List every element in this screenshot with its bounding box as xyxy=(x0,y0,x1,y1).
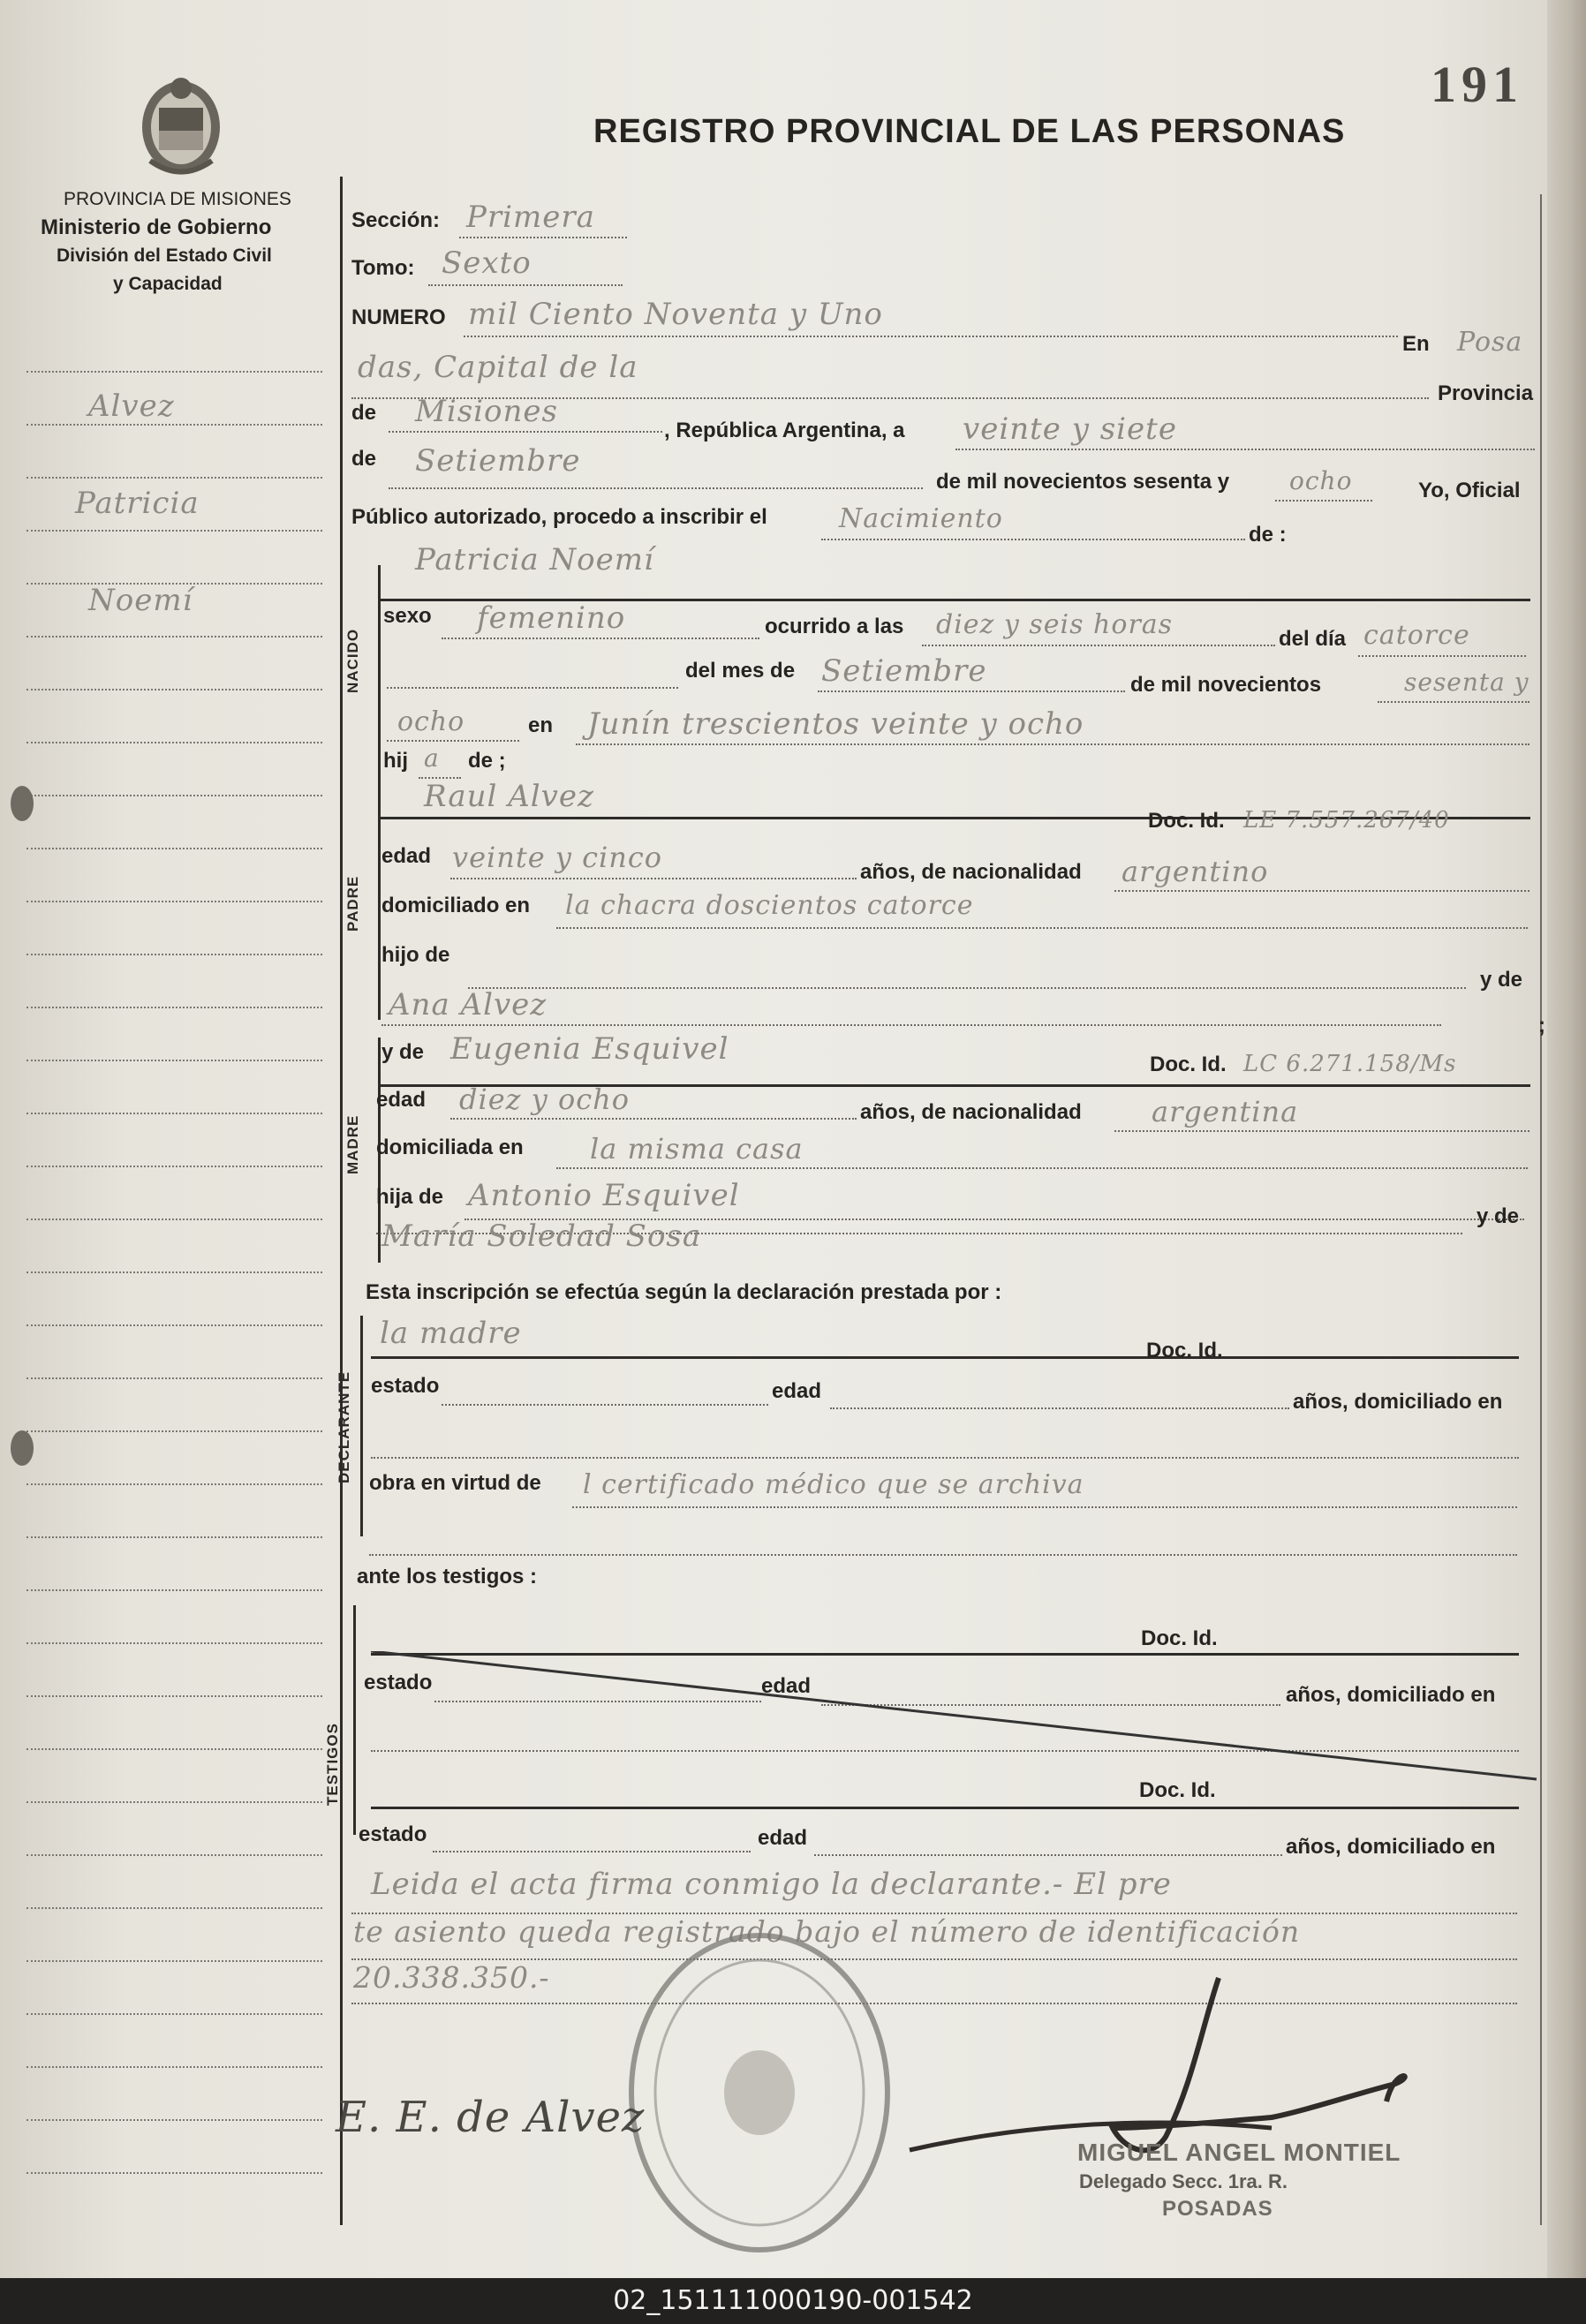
value-seccion: Primera xyxy=(466,200,595,235)
office-capacity: y Capacidad xyxy=(113,274,223,294)
page-edge xyxy=(1547,0,1586,2278)
value-padre-doc: LE 7.557.267/40 xyxy=(1243,807,1450,834)
label-declarante-doc: Doc. Id. xyxy=(1146,1339,1223,1362)
line-anio-nac-2 xyxy=(387,740,519,742)
padre-section-border xyxy=(378,799,381,1020)
declarante-signature: E. E. de Alvez xyxy=(336,2093,646,2142)
binding-hole xyxy=(11,1430,34,1466)
label-hij: hij xyxy=(383,749,408,773)
line-fecha-dia xyxy=(955,449,1535,450)
label-declarante-estado: estado xyxy=(371,1374,440,1398)
label-padre-nac: años, de nacionalidad xyxy=(860,860,1082,884)
line-anio xyxy=(1275,500,1372,502)
value-sexo: femenino xyxy=(477,600,626,636)
line-madre-nac xyxy=(1114,1130,1529,1132)
label-madre-edad: edad xyxy=(376,1088,427,1112)
line-numero xyxy=(464,336,1398,337)
label-de-mil-nov: de mil novecientos xyxy=(1130,673,1322,697)
official-seal-stamp xyxy=(623,1929,896,2256)
value-padre-edad: veinte y cinco xyxy=(452,841,663,874)
label-de4: de ; xyxy=(468,749,506,773)
label-de3: de : xyxy=(1249,523,1287,547)
label-numero: NUMERO xyxy=(351,306,446,329)
value-cierre-1: Leida el acta firma conmigo la declarante.- El pre xyxy=(371,1867,1172,1902)
value-padre-dom: la chacra doscientos catorce xyxy=(565,890,974,921)
label-obra: obra en virtud de xyxy=(369,1471,541,1495)
value-madre-doc: LC 6.271.158/Ms xyxy=(1243,1051,1457,1077)
label-de2: de xyxy=(351,447,377,471)
line-fecha-mes xyxy=(389,487,923,489)
label-testigo2-estado: estado xyxy=(359,1822,427,1846)
label-madre-doc: Doc. Id. xyxy=(1150,1053,1227,1076)
office-ministry: Ministerio de Gobierno xyxy=(41,215,272,239)
value-provincia: Misiones xyxy=(415,394,558,429)
label-de-mil: de mil novecientos sesenta y xyxy=(936,470,1230,494)
label-seccion: Sección: xyxy=(351,208,441,232)
value-fecha-dia: veinte y siete xyxy=(963,411,1177,447)
value-fecha-mes: Setiembre xyxy=(415,443,581,479)
margin-note-first-name: Patricia xyxy=(75,486,200,521)
value-numero: mil Ciento Noventa y Uno xyxy=(468,297,883,332)
value-abuela-paterna: Ana Alvez xyxy=(389,987,548,1022)
value-mes: Setiembre xyxy=(821,653,987,689)
label-testigo1-edad: edad xyxy=(761,1674,812,1698)
testigos-section-border xyxy=(353,1605,356,1835)
label-hija-de: hija de xyxy=(376,1185,444,1209)
office-province: PROVINCIA DE MISIONES xyxy=(64,189,291,209)
line-mes xyxy=(818,690,1125,692)
value-abuelo-materno: Antonio Esquivel xyxy=(468,1178,740,1213)
line-tomo xyxy=(428,284,623,286)
page-number: 191 xyxy=(1431,56,1523,113)
coat-of-arms-icon xyxy=(132,72,230,178)
form-left-border xyxy=(340,177,343,2225)
value-anio-nac-1: sesenta y xyxy=(1404,668,1529,697)
line-declarante-edad xyxy=(830,1407,1289,1409)
line-hijo-de xyxy=(468,987,1466,989)
label-declarante-anos: años, domiciliado en xyxy=(1293,1390,1503,1414)
label-esta-inscripcion: Esta inscripción se efectúa según la declaración prestada por : xyxy=(366,1280,1002,1304)
label-ante-testigos: ante los testigos : xyxy=(357,1565,538,1588)
value-anio: ocho xyxy=(1289,466,1353,495)
label-testigo1-anos: años, domiciliado en xyxy=(1286,1683,1496,1707)
label-testigo2-doc: Doc. Id. xyxy=(1139,1778,1216,1802)
line-mes-pre xyxy=(387,687,678,689)
value-en-line1: Posa xyxy=(1457,327,1523,358)
declarante-name-line xyxy=(371,1356,1519,1359)
label-provincia: Provincia xyxy=(1438,381,1534,405)
value-nombre: Patricia Noemí xyxy=(415,542,654,577)
value-acto: Nacimiento xyxy=(839,503,1003,534)
form-right-border xyxy=(1540,194,1542,2225)
value-tomo: Sexto xyxy=(442,245,532,281)
line-abuela xyxy=(381,1024,1441,1026)
value-madre-edad: diez y ocho xyxy=(459,1083,630,1116)
label-publico: Público autorizado, procedo a inscribir el xyxy=(351,505,767,529)
line-seccion xyxy=(459,237,627,238)
declarante-section-border xyxy=(360,1316,363,1536)
label-de: de xyxy=(351,401,377,425)
label-tomo: Tomo: xyxy=(351,256,415,280)
label-testigo2-edad: edad xyxy=(758,1826,808,1850)
value-cierre-3: 20.338.350.- xyxy=(353,1960,550,1995)
label-y-de2: y de xyxy=(381,1040,425,1064)
line-testigo2-edad xyxy=(814,1854,1282,1856)
line-hora xyxy=(922,645,1275,646)
value-dia: catorce xyxy=(1363,620,1470,651)
official-stamp-city: POSADAS xyxy=(1162,2197,1273,2221)
official-stamp-role: Delegado Secc. 1ra. R. xyxy=(1079,2170,1288,2192)
value-obra: l certificado médico que se archiva xyxy=(583,1469,1084,1500)
label-semicolon: ; xyxy=(1538,1014,1545,1038)
label-en2: en xyxy=(528,713,554,737)
line-testigo2-estado xyxy=(433,1851,751,1852)
value-lugar: Junín trescientos veinte y ocho xyxy=(587,706,1084,742)
line-lugar xyxy=(576,743,1529,745)
label-testigo2-anos: años, domiciliado en xyxy=(1286,1835,1496,1859)
official-stamp-name: MIGUEL ANGEL MONTIEL xyxy=(1077,2139,1401,2166)
label-del-mes: del mes de xyxy=(685,659,796,683)
value-padre-nombre: Raul Alvez xyxy=(424,779,594,814)
label-ocurrido: ocurrido a las xyxy=(765,615,904,638)
label-republica: , República Argentina, a xyxy=(664,419,905,442)
office-division: División del Estado Civil xyxy=(57,245,272,266)
label-del-dia: del día xyxy=(1279,627,1347,651)
value-abuela-materna: María Soledad Sosa xyxy=(381,1219,702,1254)
label-hijo-de: hijo de xyxy=(381,943,450,967)
label-padre-edad: edad xyxy=(381,844,432,868)
line-padre-nac xyxy=(1114,890,1529,892)
line-padre-dom xyxy=(556,927,1528,929)
label-y-de: y de xyxy=(1480,968,1523,992)
value-madre-nombre: Eugenia Esquivel xyxy=(450,1031,729,1067)
value-anio-nac-2: ocho xyxy=(397,706,465,737)
label-testigo1-doc: Doc. Id. xyxy=(1141,1626,1218,1650)
value-en-line2: das, Capital de la xyxy=(358,350,638,385)
line-obra-2 xyxy=(369,1554,1517,1556)
label-y-de3: y de xyxy=(1476,1204,1520,1228)
binding-hole xyxy=(11,786,34,821)
label-madre-dom: domiciliada en xyxy=(376,1136,524,1159)
label-padre-dom: domiciliado en xyxy=(381,894,531,917)
value-padre-nac: argentino xyxy=(1122,855,1269,888)
testigos-cancel-stroke xyxy=(371,1651,1545,1810)
line-declarante-dom xyxy=(371,1457,1519,1459)
label-yo-oficial: Yo, Oficial xyxy=(1418,479,1521,502)
line-provincia xyxy=(389,431,662,433)
label-declarante-edad: edad xyxy=(772,1379,822,1403)
value-cierre-2: te asiento queda registrado bajo el número de identificación xyxy=(353,1914,1301,1949)
side-label-nacido: NACIDO xyxy=(344,628,361,693)
value-madre-dom: la misma casa xyxy=(590,1132,804,1166)
line-obra xyxy=(572,1506,1517,1508)
line-madre-dom xyxy=(556,1167,1528,1169)
document-title: REGISTRO PROVINCIAL DE LAS PERSONAS xyxy=(593,113,1346,150)
label-madre-nac: años, de nacionalidad xyxy=(860,1100,1082,1124)
value-hora: diez y seis horas xyxy=(936,609,1174,640)
value-declarante: la madre xyxy=(380,1316,522,1351)
side-label-madre: MADRE xyxy=(344,1114,361,1174)
margin-note-second-name: Noemí xyxy=(88,583,193,618)
value-hij-suffix: a xyxy=(424,743,440,773)
value-madre-nac: argentina xyxy=(1152,1095,1299,1128)
line-acto xyxy=(821,539,1245,540)
line-padre-edad xyxy=(450,878,857,879)
line-madre-edad xyxy=(450,1118,857,1120)
line-dia xyxy=(1358,655,1526,657)
side-label-declarante: DECLARANTE xyxy=(336,1370,352,1483)
scan-identifier: 02_151111000190-001542 xyxy=(0,2278,1586,2324)
side-label-testigos: TESTIGOS xyxy=(324,1723,341,1806)
label-testigo1-estado: estado xyxy=(364,1671,433,1694)
label-sexo: sexo xyxy=(383,604,432,628)
line-anio-nac xyxy=(1378,701,1529,703)
label-padre-doc: Doc. Id. xyxy=(1148,809,1225,833)
line-sexo xyxy=(442,638,759,639)
margin-note-surname: Alvez xyxy=(88,389,175,424)
line-declarante-estado xyxy=(442,1404,768,1406)
label-en: En xyxy=(1402,332,1430,356)
side-label-padre: PADRE xyxy=(344,875,361,932)
